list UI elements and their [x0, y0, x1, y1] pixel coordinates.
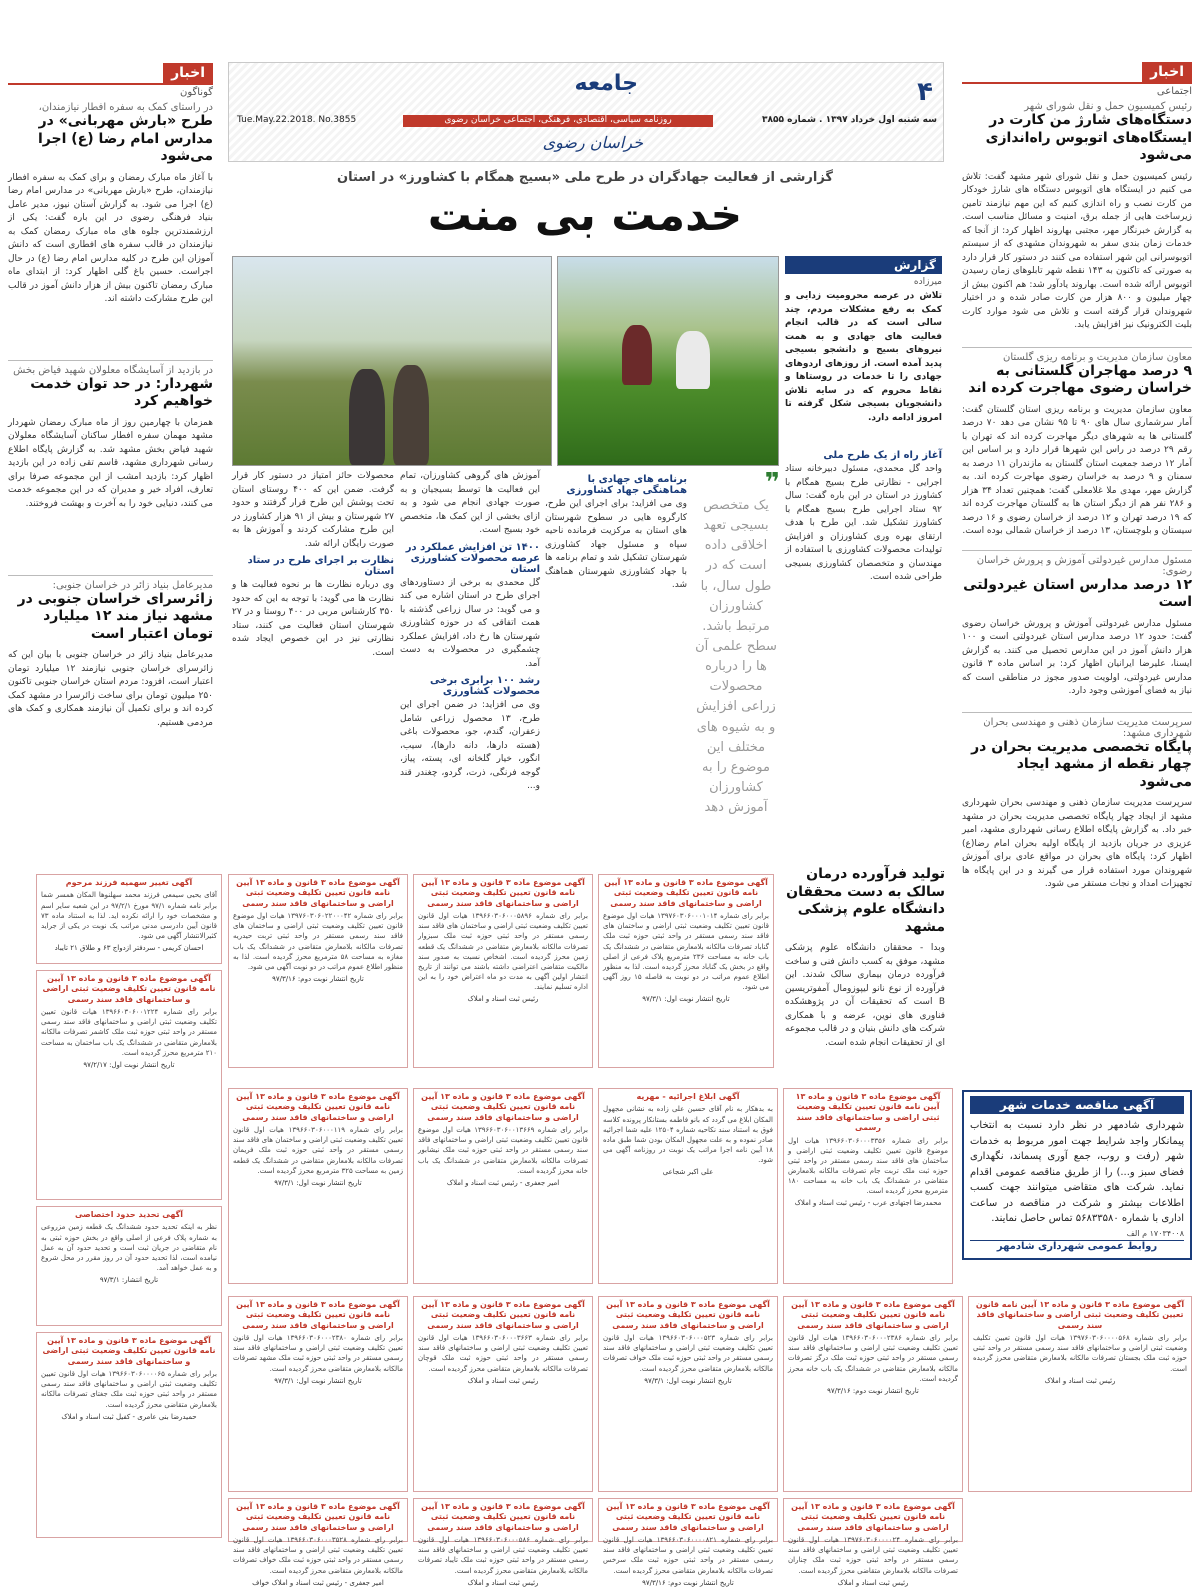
legal-ad: آگهی موضوع ماده ۳ قانون و ماده ۱۳ آیین نامه قانون تعیین تکلیف وضعیت ثبتی اراضی و ساختمانهای فاقد سند رسمی برابر رای شماره ۱۳۹۶۶۰۳۰۶۰۰۰۱۱۹ هیات اول قانون تعیین تکلیف وضعیت ثبتی اراضی و ساختمان های فاقد سند رسمی مستقر در واحد ثبتی حوزه ثبت ملک فریمان تصرفات مالکانه بلامعارض متقاضی در ششدانگ یک قطعه زمین به مساحت ۳۲۵ مترمربع محرز گردیده است. تاریخ انتشار نوبت اول: ۹۷/۳/۱	[228, 1088, 408, 1284]
legal-ad: آگهی تغییر سهمیه فرزند مرحوم آقای یحیی سیمعی فرزند محمد سهلنوها المکان همسر شما برابر نامه شماره ۹۷/۱ مورخ ۹۷/۲/۱ در این شعبه سایر اسم و مشخصات خود را ارائه نکرده اید. لذا به استناد ماده ۷۳ قانون آیین دادرسی مدنی مراتب یک نوبت در یکی از جراید کثیرالانتشار آگهی می شود. احسان کریمی - سردفتر ازدواج ۶۳ و طلاق ۲۱ تایباد	[36, 874, 222, 964]
tender-footer: روابط عمومی شهرداری شادمهر	[970, 1240, 1184, 1252]
left-news-column	[8, 62, 213, 856]
legal-ad: آگهی تحدید حدود اختصاصی نظر به اینکه تحدید حدود ششدانگ یک قطعه زمین مزروعی به شماره پلاک فرعی از اصلی واقع در بخش حوزه ثبتی به نام متقاضی در جریان ثبت است و تحدید حدود آن به عمل نیامده است، لذا تحدید حدود آن در روز مقرر در محل شروع و به عمل خواهد آمد. تاریخ انتشار: ۹۷/۳/۱	[36, 1206, 222, 1326]
story-body: رئیس کمیسیون حمل و نقل شورای شهر مشهد گفت: تلاش می کنیم در ایستگاه های اتوبوس دستگاه های شارژ خودکار من کارت نصب و راه اندازی کنیم که این مهم نیازمند تامین زیرساخت هایی از جمله برق، امنیت و مسائل مناسب است. به گزارش خبرنگار مهر، مجتبی بهاروند اظهار کرد: از آنجا که خدمات زمان بندی سفر به شهروندان مشهدی که از سیستم اتوبوسرانی این شهر استفاده می کنند در دستور کار قرار دارد به صورتی که تاکنون به ۱۴۳ نقطه شهر تابلوهای زمان رسیدن اتوبوس ارائه شده است. بهاروند یادآور شد: هم اکنون بیش از چهار میلیون و ۸۰۰ هزار من کارت صادر شده و در اختیار شهروندان قرار گرفته است و تلاش می شود موارد کارت بلیت الکترونیک نیز افزایش یابد.	[962, 171, 1192, 330]
feature-kicker: گزارشی از فعالیت جهادگران در طرح ملی «بسیج همگام با کشاورز» در استان	[337, 170, 833, 185]
feature-title: خدمت بی منت	[427, 190, 743, 241]
report-tag	[785, 256, 942, 274]
feature-quote-column	[692, 468, 780, 816]
story-body: سرپرست مدیریت سازمان ذهنی و مهندسی بحران شهرداری مشهد از ایجاد چهار پایگاه تخصصی مدیریت بحران در مشهد خبر داد. به گزارش پایگاه اطلاع رسانی شهرداری مشهد، امیر عزیزی در جریان بازدید از پایگاه اولیه بحران امام رضا(ع) اظهار کرد: پایگاه های بحران در مواقع عادی برای آموزش شهروندان مورد استفاده قرار می گیرند و در این پایگاه ها تجهیزات امداد و نجات مستقر می شود.	[962, 798, 1192, 889]
news-tag: اخبار	[163, 63, 213, 83]
story-headline: شهردار: در حد توان خدمت خواهیم کرد	[30, 375, 213, 409]
divider	[962, 347, 1192, 348]
legal-ad: آگهی موضوع ماده ۳ قانون و ماده ۱۳ آیین نامه قانون تعیین تکلیف وضعیت ثبتی اراضی و ساختمانهای فاقد سند رسمی برابر رای شماره ۱۳۹۶۶۰۳۰۶۰۰۰۲۳۸۰ هیات اول قانون تعیین تکلیف وضعیت ثبتی اراضی و ساختمانهای فاقد سند رسمی مستقر در واحد ثبتی حوزه ثبت ملک مشهد تصرفات مالکانه بلامعارض متقاضی محرز گردیده است. تاریخ انتشار نوبت اول: ۹۷/۳/۱	[228, 1296, 408, 1492]
legal-ad: آگهی موضوع ماده ۳ قانون و ماده ۱۳ آیین نامه قانون تعیین تکلیف وضعیت ثبتی اراضی و ساختمانهای فاقد سند رسمی برابر رای شماره ۱۳۹۶۶۰۳۰۶۰۰۱۳۶۶۹ هیات اول موضوع قانون تعیین تکلیف وضعیت ثبتی اراضی و ساختمانهای فاقد سند رسمی مستقر در واحد ثبتی حوزه ثبت ملک نیشابور تصرفات مالکانه بلامعارض متقاضی در ششدانگ یک باب خانه محرز گردیده است. امیر جعفری - رئیس ثبت اسناد و املاک	[413, 1088, 593, 1284]
feature-lead-box	[785, 256, 942, 442]
story-body: با آغاز ماه مبارک رمضان و برای کمک به سفره افطار نیازمندان، طرح «بارش مهربانی» در مدارس امام رضا (ع) اجرا می شود. به گزارش آستان نیوز، مدیر عامل بنیاد فرهنگی رضوی در این باره گفت: یکی از ارزشمندترین جلوه های ماه مبارک رمضان کمک به نیازمندان در قالب سفره های افطاری است که دانش آموزان این طرح در کلیه مدارس امام رضا (ع) در حال اجراست. حسین باغ گلی اظهار کرد: از ابتدای ماه مبارک رمضان تاکنون بیش از هزار دانش آموز در قالب این طرح مشارکت داشته اند.	[8, 172, 213, 304]
report-tag-label: گزارش	[893, 258, 936, 272]
tender-title: آگهی مناقصه خدمات شهر	[970, 1096, 1184, 1114]
column-subtitle: اجتماعی	[1156, 86, 1192, 97]
story-kicker: معاون سازمان مدیریت و برنامه ریزی گلستان	[1002, 351, 1192, 363]
author-name: میرزاده	[913, 277, 942, 287]
legal-ad: آگهی ابلاغ اجرائیه - مهریه به بدهکار به نام آقای حسین علی زاده به نشانی مجهول المکان ابلاغ می گردد که بانو فاطمه بستانکار پرونده کلاسه فوق به استناد سند نکاحیه شماره ۱۲۵۰۴ علیه شما اجرائیه صادر نموده و به علت مجهول المکان بودن شما طبق ماده ۱۸ آیین نامه اجرا مراتب یک نوبت در روزنامه آگهی می شود. علی اکبر شجاعی	[598, 1088, 778, 1284]
feature-paragraph: وی می افزاید: در ضمن اجرای این طرح، ۱۳ محصول زراعی شامل زعفران، گندم، جو، محصولات باغی (هسته دارها، دانه دارها)، سیب، انگور، خیار گلخانه ای، پسته، پیاز، گوجه فرنگی، ذرت، گردو، چغندر قند و...	[400, 700, 540, 791]
quote-icon: ❞	[764, 468, 780, 498]
legal-ad: آگهی موضوع ماده ۳ قانون و ماده ۱۳ آیین نامه قانون تعیین تکلیف وضعیت ثبتی اراضی و ساختمانهای فاقد سند رسمی برابر رای شماره ۱۳۹۶۶۰۳۰۶۰۰۰۵۸۶ هیات اول قانون تعیین تکلیف وضعیت ثبتی اراضی و ساختمانهای فاقد سند رسمی مستقر در واحد ثبتی حوزه ثبت ملک تایباد تصرفات مالکانه بلامعارض متقاضی محرز گردیده است. رئیس ثبت اسناد و املاک	[413, 1498, 593, 1542]
photo-figure	[349, 369, 385, 465]
section-heading: برنامه های جهادی با هماهنگی جهاد کشاورزی	[566, 474, 687, 496]
classified-ads-grid	[8, 866, 1192, 1587]
story-headline: ۱۲ درصد مدارس استان غیردولتی است	[963, 576, 1192, 610]
section-title: جامعه	[574, 71, 638, 96]
feature-column-4	[232, 470, 394, 856]
feature-paragraph: واحد گل محمدی، مسئول دبیرخانه ستاد اجرایی - نظارتی طرح بسیج همگام با کشاورز در استان در این باره گفت: سال ۹۲ ستاد اجرایی طرح بسیج همگام با کشاورز تشکیل شد. این طرح با هدف ارتقای بهره وری کشاورزان و افزایش تولیدات محصولات کشاورزی با استفاده از مهندسان و متخصصان کشاورزی بسیجی طراحی شده است.	[785, 464, 942, 582]
photo-orchard	[232, 256, 552, 466]
legal-ad: آگهی موضوع ماده ۳ قانون و ماده ۱۳ آیین نامه قانون تعیین تکلیف وضعیت ثبتی اراضی و ساختمانهای فاقد سند رسمی برابر رای شماره ۱۳۹۶۶۰۳۰۶۰۰۰۰۶۵ هیات اول قانون تعیین تکلیف وضعیت ثبتی اراضی و ساختمانهای فاقد سند رسمی مستقر در واحد ثبتی حوزه ثبت ملک جغتای تصرفات مالکانه بلامعارض متقاضی محرز گردیده است. حمیدرضا بنی عامری - کفیل ثبت اسناد و املاک	[36, 1332, 222, 1538]
tender-code: ۱۷۰۳۴۰۰۸ م الف	[1126, 1228, 1184, 1238]
left-column-header	[8, 62, 213, 85]
section-heading: ۱۴۰۰ تن افزایش عملکرد در عرصه محصولات کشاورزی استان	[405, 541, 540, 575]
story-kicker: رئیس کمیسیون حمل و نقل شورای شهر	[1024, 101, 1192, 112]
column-subtitle: گوناگون	[179, 87, 213, 98]
story-kicker: در بازدید از آسایشگاه معلولان شهید فیاض بخش	[13, 364, 213, 376]
legal-ad: آگهی موضوع ماده ۳ قانون و ماده ۱۳ آیین نامه قانون تعیین تکلیف وضعیت ثبتی اراضی و ساختمانهای فاقد سند رسمی برابر رای شماره ۱۳۹۶۶۰۳۰۶۰۰۰۵۲۳ هیات اول قانون تعیین تکلیف وضعیت ثبتی اراضی و ساختمانهای فاقد سند رسمی مستقر در واحد ثبتی حوزه ثبت ملک خواف تصرفات مالکانه بلامعارض متقاضی محرز گردیده است. تاریخ انتشار نوبت اول: ۹۷/۳/۱	[598, 1296, 778, 1492]
section-heading: آغاز راه از یک طرح ملی	[823, 450, 942, 461]
pull-quote: یک متخصص بسیجی تعهد اخلاقی داده است که در طول سال، با کشاورزان مرتبط باشد. سطح علمی آن ها را درباره محصولات زراعی افزایش و به شیوه های مختلف این موضوع را به کشاورزان آموزش دهد	[695, 498, 777, 816]
feature-paragraph: وی درباره نظارت ها بر نحوه فعالیت ها و نظارت ها می گوید: با توجه به این که حدود ۳۵۰ کارشناس مربی در ۴۰۰ روستا و در ۲۷ شهرستان استان فعالیت می کنند، ستاد نظارتی نیز در این خصوص ایجاد شده است.	[232, 580, 394, 658]
tender-body: شهرداری شادمهر در نظر دارد نسبت به انتخاب پیمانکار واجد شرایط جهت امور مربوط به خدمات شهر (رفت و روب، جمع آوری پسماند، نگهداری فضای سبز و...) را از طریق مناقصه عمومی اقدام نماید. شرکت های متقاضی میتوانند جهت کسب اطلاعات بیشتر و شرکت در مناقصه در ساعت اداری با شماره ۵۶۸۳۳۵۸۰ تماس حاصل نمایند.	[970, 1120, 1184, 1224]
divider	[962, 712, 1192, 713]
legal-ad: آگهی موضوع ماده ۳ قانون و ماده ۱۳ آیین نامه قانون تعیین تکلیف وضعیت ثبتی اراضی و ساختمانهای فاقد سند رسمی برابر رای شماره ۱۳۹۶۶۰۳۰۶۰۰۰۳۶۶۳ هیات اول قانون تعیین تکلیف وضعیت ثبتی اراضی و ساختمانهای فاقد سند رسمی مستقر در واحد ثبتی حوزه ثبت ملک قوچان تصرفات مالکانه بلامعارض متقاضی محرز گردیده است. رئیس ثبت اسناد و املاک	[413, 1296, 593, 1492]
section-heading: نظارت بر اجرای طرح در ستاد استان	[247, 555, 394, 577]
paper-description: روزنامه سیاسی، اقتصادی، فرهنگی، اجتماعی خراسان رضوی	[403, 115, 713, 127]
legal-ad: آگهی موضوع ماده ۳ قانون و ماده ۱۳ آیین نامه قانون تعیین تکلیف وضعیت ثبتی اراضی و ساختمانهای فاقد سند رسمی برابر رای شماره ۱۳۹۷۶۰۳۰۶۰۰۰۰۵۶۸ هیات اول قانون تعیین تکلیف وضعیت ثبتی اراضی و ساختمانهای فاقد سند رسمی مستقر در واحد ثبتی حوزه ثبت ملک بجستان تصرفات مالکانه بلامعارض متقاضی محرز گردیده است. رئیس ثبت اسناد و املاک	[968, 1296, 1192, 1492]
photo-field-workers	[557, 256, 779, 466]
story-headline: زائرسرای خراسان جنوبی در مشهد نیاز مند ۱۲ میلیارد تومان اعتبار است	[17, 590, 213, 642]
feature-paragraph: وی می افزاید: برای اجرای این طرح، کارگروه هایی در سطوح شهرستان های استان به مرکزیت فرمانده ناحیه سپاه و مسئول جهاد کشاورزی شهرستان تشکیل شد و تمام برنامه ها با جهاد کشاورزی شهرستان هماهنگ شد.	[545, 499, 687, 590]
right-news-column	[962, 62, 1193, 889]
section-heading: رشد ۱۰۰ برابری برخی محصولات کشاورزی	[430, 675, 540, 697]
news-tag: اخبار	[1142, 62, 1192, 82]
legal-ad: آگهی موضوع ماده ۳ قانون و ماده ۱۳ آیین نامه قانون تعیین تکلیف وضعیت ثبتی اراضی و ساختمانهای فاقد سند رسمی برابر رای شماره ۱۳۹۶۶۰۳۰۶۰۰۱۲۲۴ هیات قانون تعیین تکلیف وضعیت ثبتی اراضی و ساختمانهای فاقد سند رسمی مستقر در واحد ثبتی حوزه ثبت ملک کاشمر تصرفات مالکانه بلامعارض متقاضی در ششدانگ یک باب ساختمان به مساحت ۲۱۰ مترمربع محرز گردیده است. تاریخ انتشار نوبت اول: ۹۷/۲/۱۷	[36, 970, 222, 1200]
photo-figure	[676, 331, 710, 389]
story-headline: طرح «بارش مهربانی» در مدارس امام رضا (ع) اجرا می‌شود	[37, 113, 213, 164]
divider	[962, 550, 1192, 551]
feature-column-1	[785, 446, 942, 856]
legal-ad: آگهی موضوع ماده ۳ قانون و ماده ۱۳ آیین نامه قانون تعیین تکلیف وضعیت ثبتی اراضی و ساختمانهای فاقد سند رسمی برابر رای شماره ۱۳۹۷۶۰۳۰۶۰۰۰۰۲۴ هیات اول قانون تعیین تکلیف وضعیت ثبتی اراضی و ساختمانهای فاقد سند رسمی مستقر در واحد ثبتی حوزه ثبت ملک چناران تصرفات مالکانه بلامعارض متقاضی محرز گردیده است. رئیس ثبت اسناد و املاک	[783, 1498, 963, 1542]
story-body: وبدا - محققان دانشگاه علوم پزشکی مشهد، موفق به کسب دانش فنی و ساخت فرآورده درمان بیماری سالک شدند. این فرآورده از نوع نانو لیپوزومال آمفوتریسین B است که تحقیقات آن در پژوهشکده فناوری های نوین، عرضه و با همکاری شرکت های دانش بنیان و در قالب مجموعه ای از تحقیقات انجام شده است.	[785, 943, 945, 1048]
feature-paragraph: گل محمدی به برخی از دستاوردهای اجرای طرح در استان اشاره می کند و می گوید: در سال زراعی گذشته با همت اتفاقی که در حوزه کشاورزی شهرستان ها رخ داد، افزایش عملکرد چشمگیری در محصولات به دست آمد.	[400, 577, 540, 669]
masthead	[228, 62, 944, 162]
story-kicker: مسئول مدارس غیردولتی آموزش و پرورش خراسان رضوی:	[976, 554, 1192, 577]
feature-column-3	[400, 470, 540, 856]
feature-paragraph: آموزش های گروهی کشاورزان، تمام این فعالیت ها توسط بسیجیان و به صورت جهادی انجام می شود و به ازای بخشی از این کمک ها، متخصص خود بسیج است.	[400, 471, 540, 535]
story-kicker: سرپرست مدیریت سازمان ذهنی و مهندسی بحران شهرداری مشهد:	[983, 716, 1192, 739]
story-kicker: در راستای کمک به سفره افطار نیازمندان،	[38, 102, 213, 113]
right-column-header	[962, 62, 1192, 84]
feature-lead: تلاش در عرصه محرومیت زدایی و کمک به رفع مشکلات مردم، چند سالی است که در قالب انجام فعالیت های جهادی و به همت نیروهای بسیج و دانشجو بسیجی پدید آمده است. از روزهای اردوهای جهادی را تا خدمات در روستاها و نقاط محروم که در سایه تلاش دانشجویان بسیجی شکل گرفته تا امروز ادامه دارد.	[785, 291, 942, 423]
feature-paragraph: محصولات حائز امتیاز در دستور کار قرار گرفت. ضمن این که ۴۰۰ روستای استان تحت پوشش این طرح قرار گرفتند و حدود ۲۷ شهرستان و بیش از ۹۱ هزار کشاورز در این طرح مشارکت کردند و آموزش ها به صورت رایگان ارائه شد.	[232, 471, 394, 549]
divider	[8, 575, 213, 576]
legal-ad: آگهی موضوع ماده ۳ قانون و ماده ۱۳ آیین نامه قانون تعیین تکلیف وضعیت ثبتی اراضی و ساختمانهای فاقد سند رسمی برابر رای شماره ۱۳۹۶۶۰۳۰۶۰۰۰۳۵۲۸ هیات اول قانون تعیین تکلیف وضعیت ثبتی اراضی و ساختمانهای فاقد سند رسمی مستقر در واحد ثبتی حوزه ثبت ملک خواف تصرفات مالکانه بلامعارض متقاضی محرز گردیده است. امیر جعفری - رئیس ثبت اسناد و املاک خواف	[228, 1498, 408, 1542]
newspaper-logo: خراسان رضوی	[542, 133, 643, 152]
date-persian: سه شنبه اول خرداد ۱۳۹۷ . شماره ۳۸۵۵	[762, 115, 937, 125]
legal-ad: آگهی موضوع ماده ۳ قانون و ماده ۱۳ آیین نامه قانون تعیین تکلیف وضعیت ثبتی اراضی و ساختمانهای فاقد سند رسمی برابر رای شماره ۱۳۹۶۶۰۳۰۶۰۰۰۲۳۸۶ هیات اول قانون تعیین تکلیف وضعیت ثبتی اراضی و ساختمانهای فاقد سند رسمی مستقر در واحد ثبتی حوزه ثبت ملک درگز تصرفات مالکانه بلامعارض متقاضی در ششدانگ یک باب خانه محرز گردیده است. تاریخ انتشار نوبت دوم: ۹۷/۳/۱۶	[783, 1296, 963, 1492]
legal-ad: آگهی موضوع ماده ۳ قانون و ماده ۱۳ آیین نامه قانون تعیین تکلیف وضعیت ثبتی اراضی و ساختمانهای فاقد سند رسمی برابر رای شماره ۱۳۹۷۶۰۳۰۶۰۲۲۰۰۰۴۲ هیات اول موضوع قانون تعیین تکلیف وضعیت ثبتی اراضی و ساختمان های فاقد سند رسمی مستقر در واحد ثبتی تربت حیدریه تصرفات مالکانه بلامعارض متقاضی در ششدانگ یک باب مغازه به مساحت ۵۸ مترمربع محرز گردیده است. لذا به منظور اطلاع عموم مراتب در دو نوبت آگهی می شود. تاریخ انتشار نوبت دوم: ۹۷/۳/۱۶	[228, 874, 408, 1068]
story-body: همزمان با چهارمین روز از ماه مبارک رمضان شهردار مشهد مهمان سفره افطار ساکنان آسایشگاه معلولان شهید فیاض بخش مشهد شد. به گزارش پایگاه اطلاع رسانی شهرداری مشهد، قاسم تقی زاده در این بازدید اظهار کرد: بازدید امشب از این مجموعه صرفا برای تعارف، افراد خیر و مدیران که در این مجموعه خدمت می کنند، دنیایی خود را به آخرت و بهشت فروختند.	[8, 417, 213, 509]
photo-figure	[622, 325, 652, 385]
legal-ad: آگهی موضوع ماده ۳ قانون و ماده ۱۳ آیین نامه قانون تعیین تکلیف وضعیت ثبتی اراضی و ساختمانهای فاقد سند رسمی برابر رای شماره ۱۳۹۶۶۰۳۰۶۰۰۰۰۸۲۱ هیات اول قانون تعیین تکلیف وضعیت ثبتی اراضی و ساختمانهای فاقد سند رسمی مستقر در واحد ثبتی حوزه ثبت ملک سرخس تصرفات مالکانه بلامعارض متقاضی محرز گردیده است. تاریخ انتشار نوبت دوم: ۹۷/۳/۱۶	[598, 1498, 778, 1542]
story-kicker: مدیرعامل بنیاد زائر در خراسان جنوبی:	[52, 579, 213, 591]
masthead-bar	[229, 115, 943, 127]
divider	[8, 360, 213, 361]
story-headline: پایگاه تخصصی مدیریت بحران در چهار نقطه از مشهد ایجاد می‌شود	[971, 738, 1192, 790]
legal-ad: آگهی موضوع ماده ۳ قانون و ماده ۱۳ آیین نامه قانون تعیین تکلیف وضعیت ثبتی اراضی و ساختمانهای فاقد سند رسمی برابر رای شماره ۱۳۹۶۶۰۳۰۶۰۰۰۳۳۵۶ هیات اول موضوع قانون تعیین تکلیف وضعیت ثبتی اراضی و ساختمان های فاقد سند رسمی مستقر در واحد ثبتی حوزه ثبت ملک تربت جام تصرفات مالکانه بلامعارض متقاضی در ششدانگ یک باب خانه به مساحت ۱۸۰ مترمربع محرز گردیده است. محمدرضا اجتهادی عرب - رئیس ثبت اسناد و املاک	[783, 1088, 953, 1284]
story-headline: دستگاه‌های شارژ من کارت در ایستگاه‌های اتوبوس راه‌اندازی می‌شود	[985, 112, 1192, 163]
photo-figure	[393, 365, 429, 465]
story-body: مسئول مدارس غیردولتی آموزش و پرورش خراسان رضوی گفت: حدود ۱۲ درصد مدارس استان غیردولتی است و ۱۰۰ هزار دانش آموز در این مدارس تحصیل می کنند. به گزارش ایسنا، علیرضا ایرانیان اظهار کرد: بر اساس ماده ۳ قانون مدارس غیردولتی، اولویت صدور مجوز در مناطقی است که نیاز به فضای آموزشی وجود دارد.	[962, 618, 1193, 696]
story-body: معاون سازمان مدیریت و برنامه ریزی استان گلستان گفت: آمار سرشماری سال های ۹۰ تا ۹۵ نشان می دهد ۷۰ درصد گلستانی ها به شهرهای دیگر مهاجرت کرده اند که تهران با رقم ۲۹ درصد در راس این شهرها قرار دارد و بر اساس این آمار ۱۲ درصد جمعیت استان گلستان به مازندران ۱۱ درصد به سمنان و ۹ درصد به خراسان رضوی مهاجرت کرده اند. به گزارش مهر، مهدی ملا غلامعلی گفت: همچنین تعداد ۳۴ هزار و ۲۸۶ نفر هم از دیگر استان ها به گلستان مهاجرت کرده اند که ۱۹ درصد تهران و ۱۲ درصد از خراسان رضوی و ۱۶ درصد سیستان و بلوچستان، ۱۳ درصد از خراسان شمالی بوده است.	[962, 404, 1193, 536]
story-headline: ۹ درصد مهاجران گلستانی به خراسان رضوی مهاجرت کرده اند	[968, 362, 1192, 396]
page-number: ۴	[917, 77, 933, 107]
date-english: Tue.May.22.2018. No.3855	[237, 115, 357, 125]
feature-column-2	[545, 470, 687, 856]
legal-ad: آگهی موضوع ماده ۳ قانون و ماده ۱۳ آیین نامه قانون تعیین تکلیف وضعیت ثبتی اراضی و ساختمانهای فاقد سند رسمی برابر رای شماره ۱۳۹۷۶۰۳۰۶۰۰۰۱۰۱۴ هیات اول موضوع قانون تعیین تکلیف وضعیت ثبتی اراضی و ساختمان های فاقد سند رسمی مستقر در واحد ثبتی حوزه ثبت ملک گناباد تصرفات مالکانه بلامعارض متقاضی در ششدانگ یک باب خانه به مساحت ۲۳۶ مترمربع پلاک فرعی از اصلی واقع در بخش یک گناباد محرز گردیده است. لذا به منظور اطلاع عموم مراتب در دو نوبت به فاصله ۱۵ روز آگهی می شود. تاریخ انتشار نوبت اول: ۹۷/۳/۱	[598, 874, 774, 1068]
story-body: مدیرعامل بنیاد زائر در خراسان جنوبی با بیان این که زائرسرای خراسان جنوبی نیازمند ۱۲ میلیارد تومان اعتبار است، افزود: مردم استان خراسان جنوبی تاکنون ۲۵۰ میلیون تومان برای ساخت زائرسرا در مشهد کمک کرده اند و برای تکمیل آن نیازمند همکاری و کمک های مردمی هستیم.	[8, 650, 213, 728]
story-headline: تولید فرآورده درمان سالک به دست محققان دانشگاه علوم پزشکی مشهد	[786, 866, 945, 935]
legal-ad: آگهی موضوع ماده ۳ قانون و ماده ۱۳ آیین نامه قانون تعیین تکلیف وضعیت ثبتی اراضی و ساختمانهای فاقد سند رسمی برابر رای شماره ۱۳۹۶۶۰۳۰۶۰۰۰۵۸۹۶ هیات اول قانون تعیین تکلیف وضعیت ثبتی اراضی و ساختمان های فاقد سند رسمی مستقر در واحد ثبتی حوزه ثبت ملک سبزوار تصرفات مالکانه بلامعارض متقاضی در ششدانگ یک قطعه زمین محرز گردیده است. اشخاص نسبت به صدور سند مالکیت متقاضی اعتراضی داشته باشند می توانند از تاریخ انتشار اولین آگهی به مدت دو ماه اعتراض خود را به این اداره تسلیم نمایند. رئیس ثبت اسناد و املاک	[413, 874, 593, 1068]
